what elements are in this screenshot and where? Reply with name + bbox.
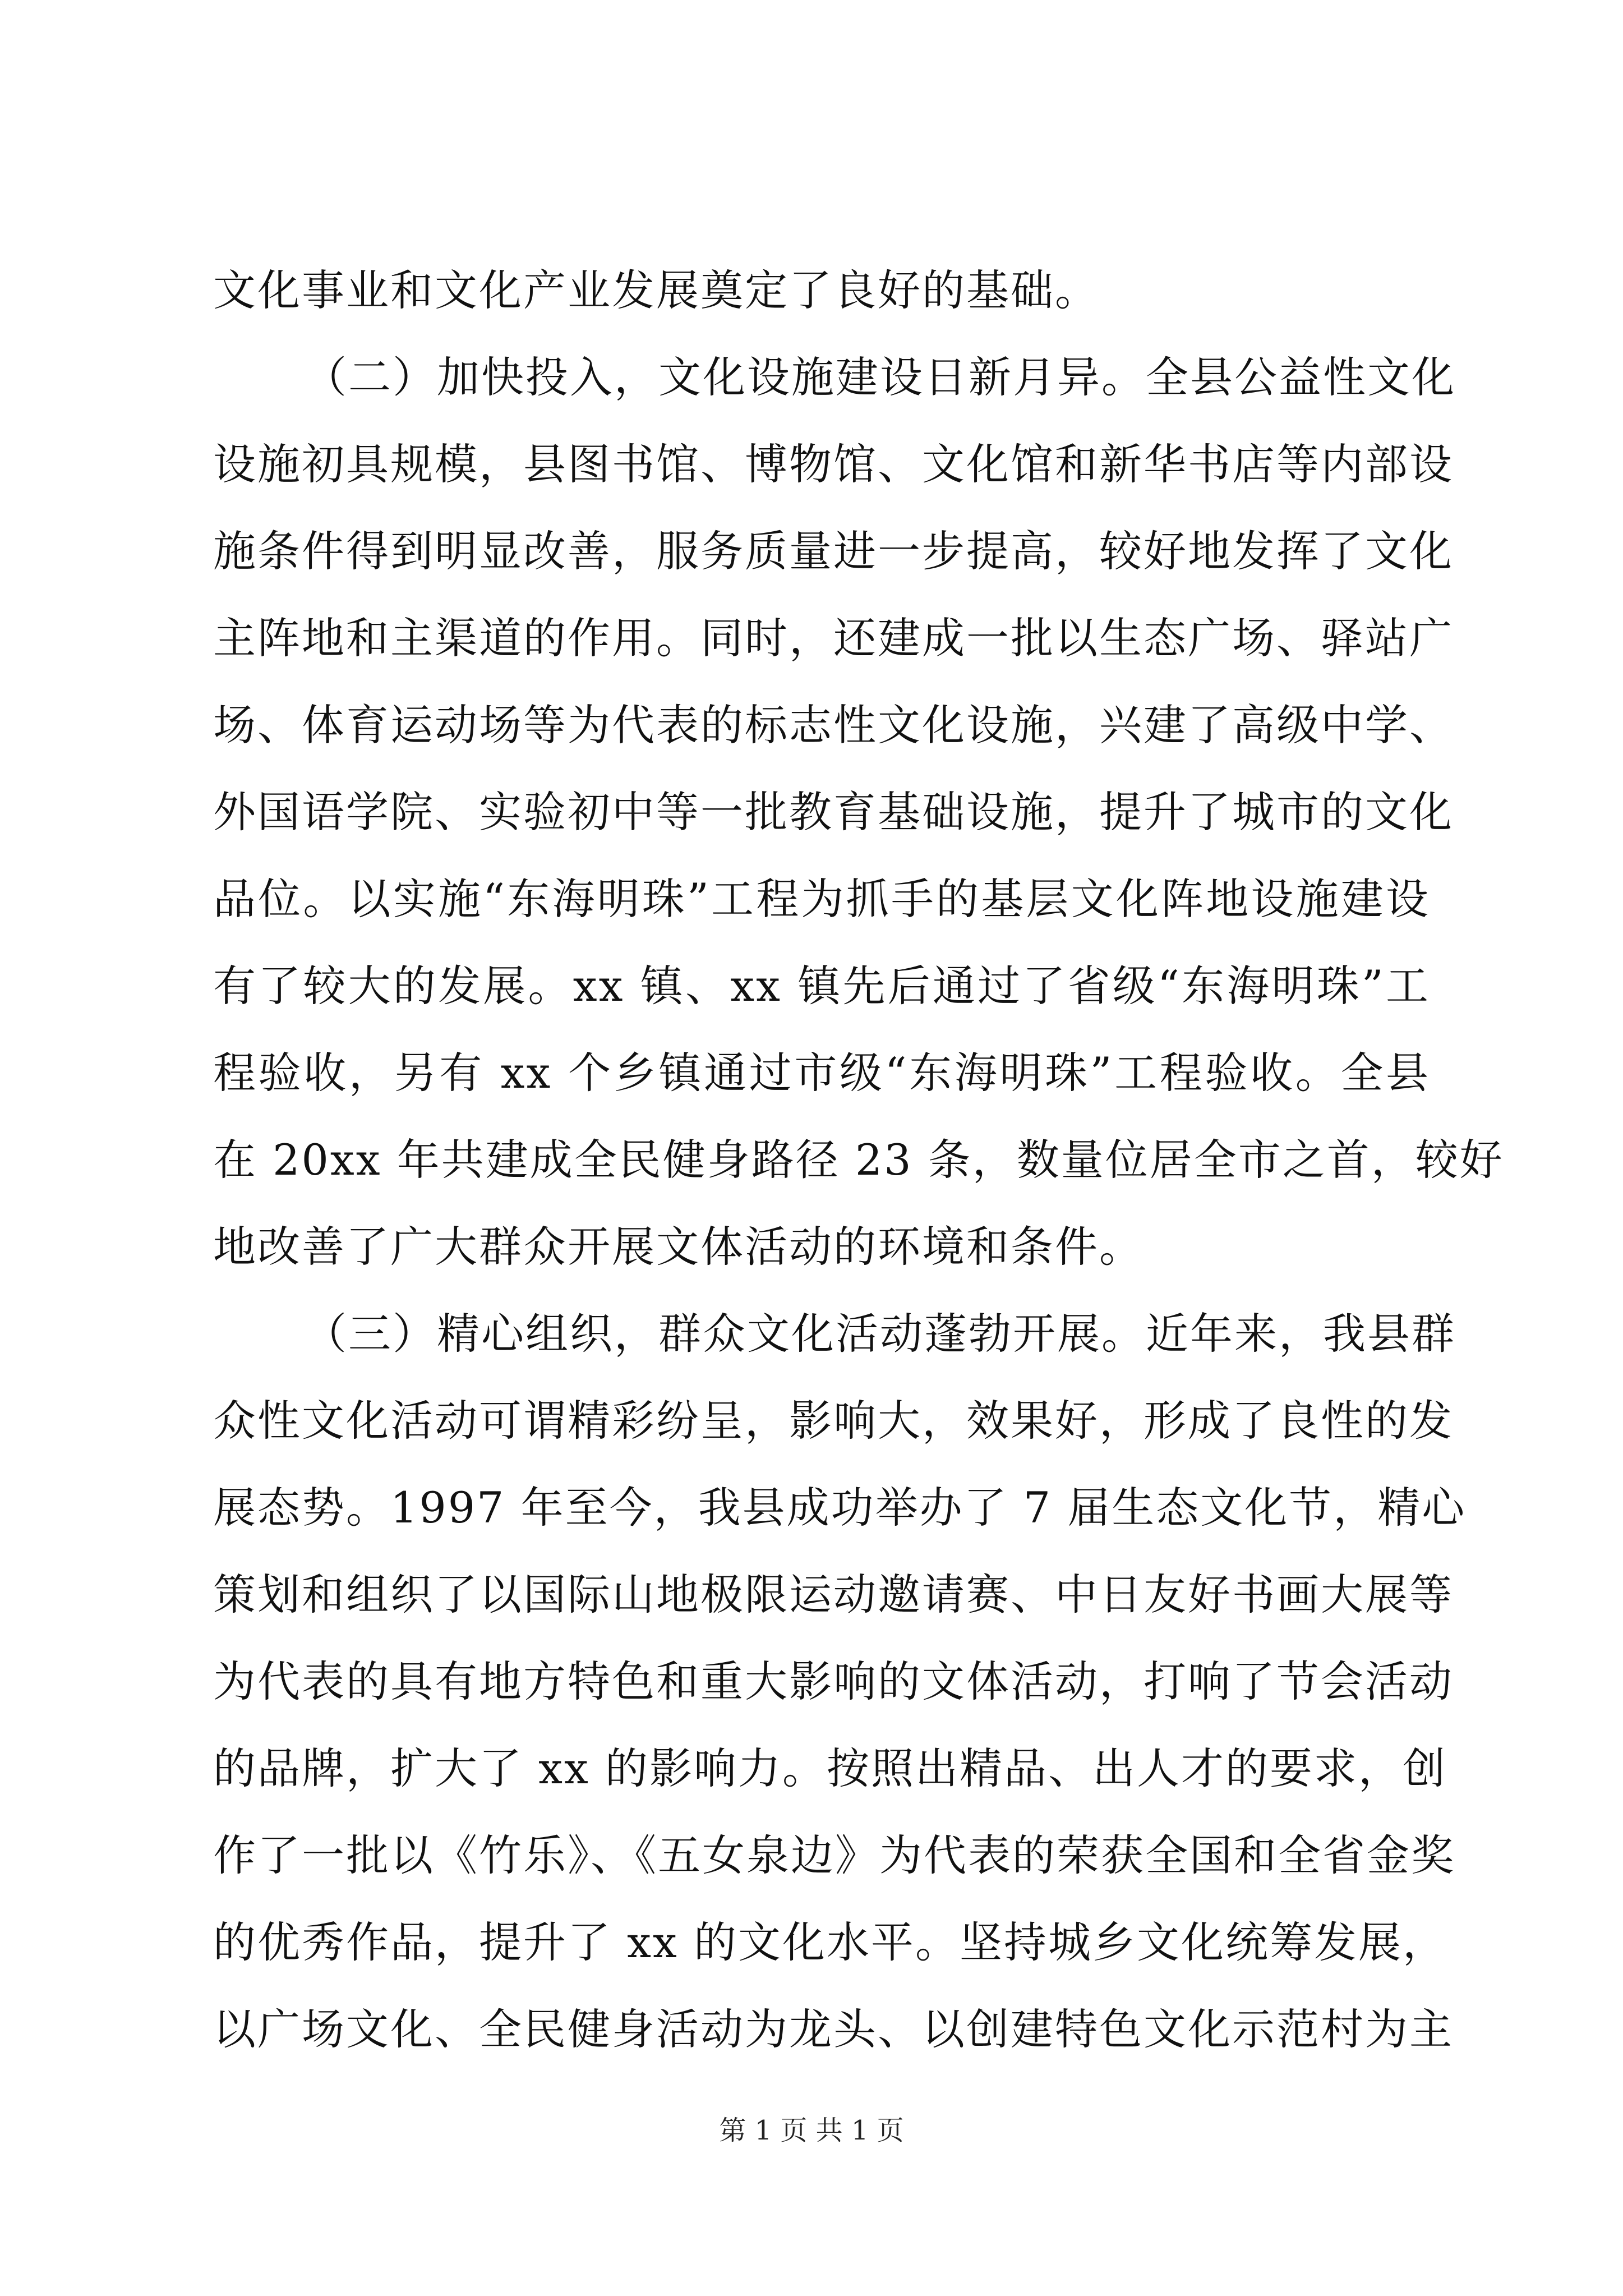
text-line: 外国语学院、实验初中等一批教育基础设施，提升了城市的文化: [213, 787, 1454, 837]
text-line: 的品牌，扩大了 xx 的影响力。按照出精品、出人才的要求，创: [213, 1743, 1447, 1793]
paragraph-heading-line: （二）加快投入，文化设施建设日新月异。全县公益性文化: [304, 352, 1456, 402]
text-line: 策划和组织了以国际山地极限运动邀请赛、中日友好书画大展等: [213, 1570, 1454, 1619]
text-line: 众性文化活动可谓精彩纷呈，影响大，效果好，形成了良性的发: [213, 1396, 1454, 1446]
text-line: 文化事业和文化产业发展奠定了良好的基础。: [213, 265, 1099, 315]
paragraph-heading-line: （三）精心组织，群众文化活动蓬勃开展。近年来，我县群: [304, 1309, 1456, 1359]
text-line: 设施初具规模，县图书馆、博物馆、文化馆和新华书店等内部设: [213, 439, 1454, 489]
text-line: 以广场文化、全民健身活动为龙头、以创建特色文化示范村为主: [213, 2004, 1454, 2054]
text-line: 地改善了广大群众开展文体活动的环境和条件。: [213, 1222, 1144, 1272]
text-line: 有了较大的发展。xx 镇、xx 镇先后通过了省级“东海明珠”工: [213, 961, 1430, 1011]
text-line: 作了一批以《竹乐》、《五女泉边》为代表的荣获全国和全省金奖: [213, 1830, 1455, 1880]
text-line: 场、体育运动场等为代表的标志性文化设施，兴建了高级中学、: [213, 700, 1454, 750]
text-line: 展态势。1997 年至今，我县成功举办了 7 届生态文化节，精心: [213, 1483, 1467, 1533]
text-line: 为代表的具有地方特色和重大影响的文体活动，打响了节会活动: [213, 1657, 1454, 1706]
text-line: 主阵地和主渠道的作用。同时，还建成一批以生态广场、驿站广: [213, 613, 1454, 663]
text-line: 的优秀作品，提升了 xx 的文化水平。坚持城乡文化统筹发展，: [213, 1917, 1447, 1967]
text-line: 程验收，另有 xx 个乡镇通过市级“东海明珠”工程验收。全县: [213, 1048, 1430, 1098]
page-number-footer: 第 1 页 共 1 页: [719, 2115, 904, 2146]
text-line: 施条件得到明显改善，服务质量进一步提高，较好地发挥了文化: [213, 526, 1454, 576]
text-line: 在 20xx 年共建成全民健身路径 23 条，数量位居全市之首，较好: [213, 1135, 1504, 1185]
text-line: 品位。以实施“东海明珠”工程为抓手的基层文化阵地设施建设: [213, 874, 1430, 924]
